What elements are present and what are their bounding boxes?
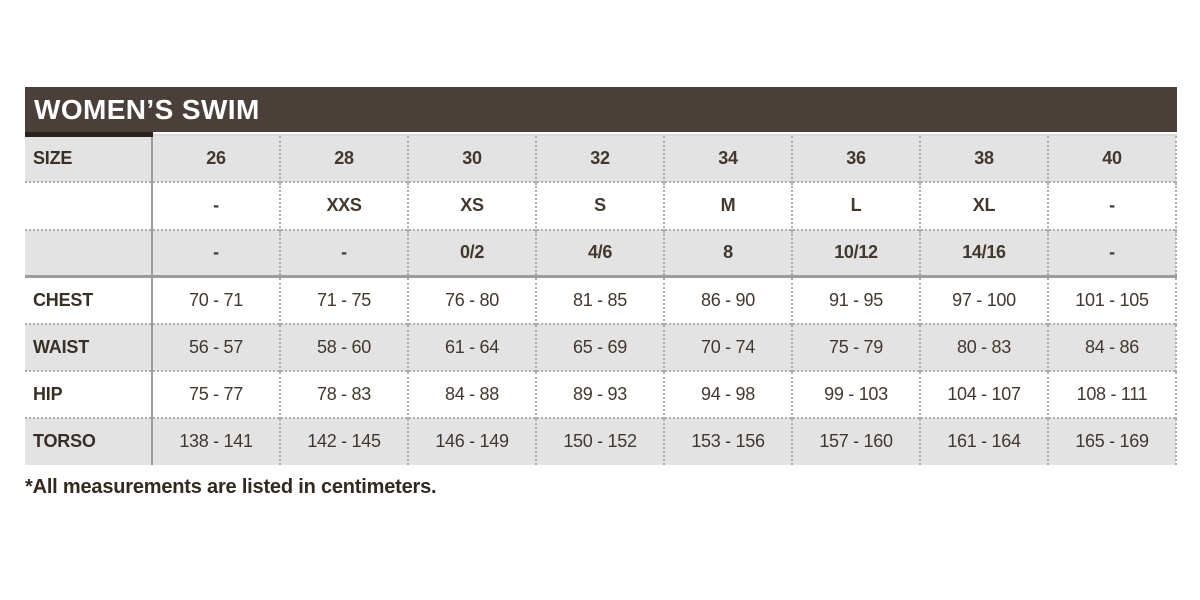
row-label: [25, 230, 152, 277]
table-cell: 56 - 57: [152, 324, 280, 371]
table-cell: 4/6: [536, 230, 664, 277]
chart-title-bar: [25, 87, 1177, 132]
table-cell: 40: [1048, 135, 1176, 182]
table-cell: 89 - 93: [536, 371, 664, 418]
table-cell: 0/2: [408, 230, 536, 277]
table-cell: XL: [920, 182, 1048, 230]
table-cell: XS: [408, 182, 536, 230]
size-chart-table: [25, 132, 1177, 465]
table-cell: -: [152, 230, 280, 277]
table-cell: 138 - 141: [152, 418, 280, 465]
size-header-row: [25, 135, 1176, 182]
row-label: TORSO: [25, 418, 152, 465]
row-label: HIP: [25, 371, 152, 418]
table-cell: L: [792, 182, 920, 230]
table-cell: 71 - 75: [280, 277, 408, 324]
measurement-row: [25, 277, 1176, 324]
measurement-row: [25, 418, 1176, 465]
table-cell: 28: [280, 135, 408, 182]
table-cell: 70 - 74: [664, 324, 792, 371]
table-cell: 36: [792, 135, 920, 182]
alpha-size-row: [25, 182, 1176, 230]
table-cell: S: [536, 182, 664, 230]
size-chart-table-body: [25, 135, 1176, 465]
table-cell: 81 - 85: [536, 277, 664, 324]
table-cell: 101 - 105: [1048, 277, 1176, 324]
measurement-row: [25, 371, 1176, 418]
table-cell: 78 - 83: [280, 371, 408, 418]
table-cell: 161 - 164: [920, 418, 1048, 465]
table-cell: 142 - 145: [280, 418, 408, 465]
table-cell: 91 - 95: [792, 277, 920, 324]
table-cell: 94 - 98: [664, 371, 792, 418]
table-cell: 80 - 83: [920, 324, 1048, 371]
table-cell: 104 - 107: [920, 371, 1048, 418]
row-label: [25, 182, 152, 230]
table-cell: 34: [664, 135, 792, 182]
row-label: CHEST: [25, 277, 152, 324]
table-cell: 76 - 80: [408, 277, 536, 324]
table-cell: 8: [664, 230, 792, 277]
table-cell: -: [280, 230, 408, 277]
page-title: WOMEN’S SWIM: [34, 93, 260, 125]
table-cell: -: [1048, 182, 1176, 230]
table-cell: 86 - 90: [664, 277, 792, 324]
table-cell: 26: [152, 135, 280, 182]
table-cell: 14/16: [920, 230, 1048, 277]
table-cell: 84 - 88: [408, 371, 536, 418]
table-cell: -: [152, 182, 280, 230]
table-cell: 150 - 152: [536, 418, 664, 465]
table-cell: XXS: [280, 182, 408, 230]
table-cell: 61 - 64: [408, 324, 536, 371]
measurement-row: [25, 324, 1176, 371]
table-cell: 30: [408, 135, 536, 182]
table-cell: 97 - 100: [920, 277, 1048, 324]
row-label: SIZE: [25, 135, 152, 182]
footnote: *All measurements are listed in centimeters.: [25, 475, 437, 498]
table-cell: 65 - 69: [536, 324, 664, 371]
table-cell: 75 - 79: [792, 324, 920, 371]
table-cell: 58 - 60: [280, 324, 408, 371]
table-cell: 165 - 169: [1048, 418, 1176, 465]
table-cell: 75 - 77: [152, 371, 280, 418]
table-cell: -: [1048, 230, 1176, 277]
table-cell: 32: [536, 135, 664, 182]
table-cell: 99 - 103: [792, 371, 920, 418]
table-cell: 38: [920, 135, 1048, 182]
numeric-size-row: [25, 230, 1176, 277]
table-cell: 10/12: [792, 230, 920, 277]
table-cell: 157 - 160: [792, 418, 920, 465]
table-cell: 70 - 71: [152, 277, 280, 324]
row-label: WAIST: [25, 324, 152, 371]
table-cell: 153 - 156: [664, 418, 792, 465]
table-cell: 146 - 149: [408, 418, 536, 465]
table-cell: M: [664, 182, 792, 230]
table-cell: 84 - 86: [1048, 324, 1176, 371]
table-cell: 108 - 111: [1048, 371, 1176, 418]
